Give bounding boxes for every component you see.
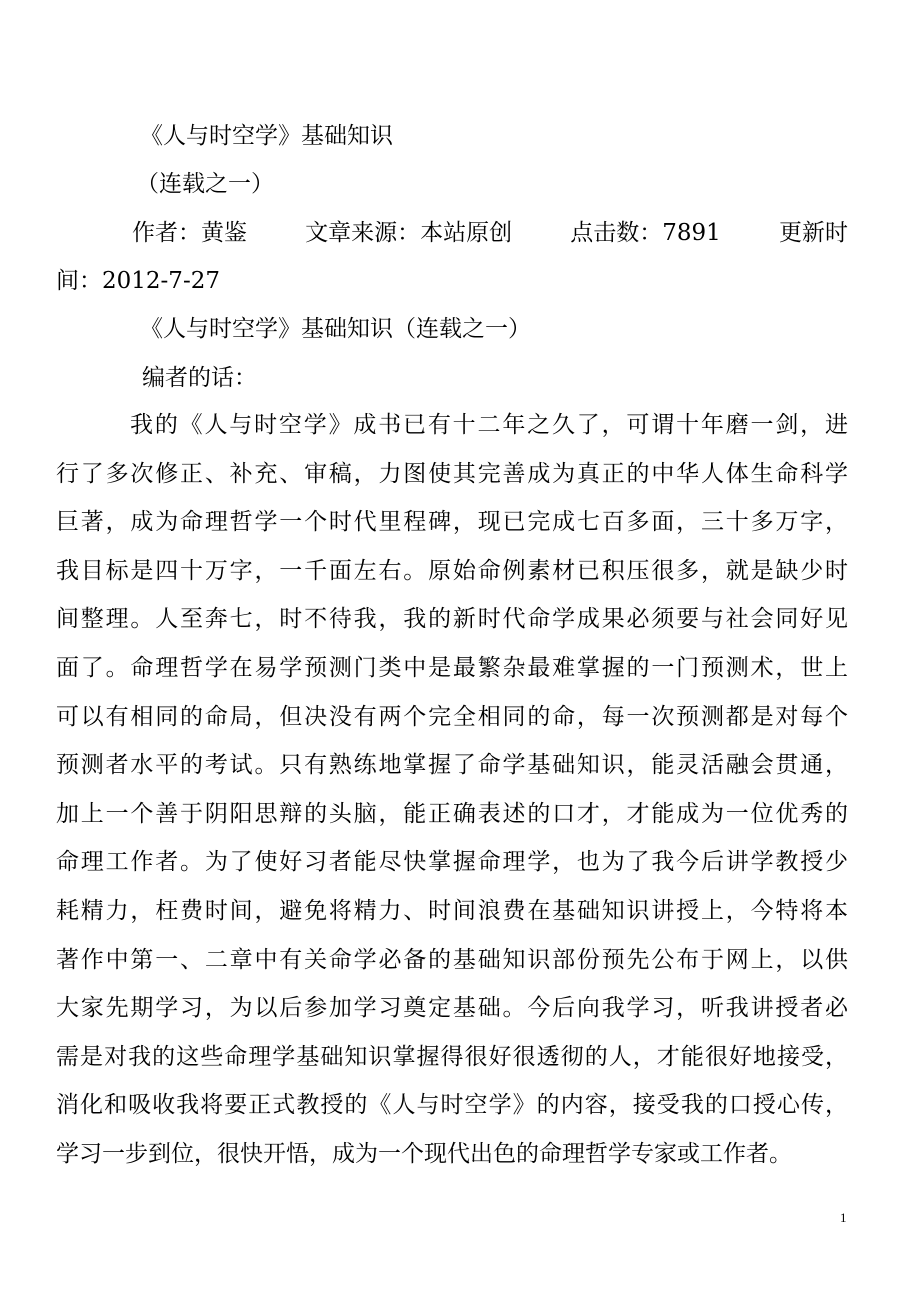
body-paragraph [56, 410, 848, 1188]
update-time-value: 间：2012-7-27 [56, 268, 220, 294]
document-title: 《人与时空学》基础知识 [140, 123, 393, 149]
article-meta [132, 218, 848, 248]
body-line: 行了多次修正、补充、审稿，力图使其完善成为真正的中华人体生命科学 [56, 460, 848, 487]
body-line: 可以有相同的命局，但决没有两个完全相同的命，每一次预测都是对每个 [56, 703, 848, 730]
body-line: 消化和吸收我将要正式教授的《人与时空学》的内容，接受我的口授心传， [56, 1092, 848, 1119]
body-line: 著作中第一、二章中有关命学必备的基础知识部份预先公布于网上，以供 [56, 946, 848, 973]
body-line: 面了。命理哲学在易学预测门类中是最繁杂最难掌握的一门预测术，世上 [56, 654, 848, 681]
click-count-text: 点击数：7891 [570, 220, 721, 246]
section-title: 《人与时空学》基础知识（连载之一） [140, 316, 531, 342]
update-time-label: 更新时 [778, 220, 848, 246]
body-line: 大家先期学习，为以后参加学习奠定基础。今后向我学习，听我讲授者必 [56, 995, 848, 1022]
body-line: 学习一步到位，很快开悟，成为一个现代出色的命理哲学专家或工作者。 [56, 1140, 792, 1167]
body-line: 我目标是四十万字，一千面左右。原始命例素材已积压很多，就是缺少时 [56, 557, 848, 584]
serial-label: （连载之一） [136, 171, 274, 197]
body-line: 我的《人与时空学》成书已有十二年之久了，可谓十年磨一剑，进 [130, 412, 848, 438]
page-number: 1 [840, 1210, 847, 1225]
body-line: 巨著，成为命理哲学一个时代里程碑，现已完成七百多面，三十多万字， [56, 509, 848, 536]
body-line: 预测者水平的考试。只有熟练地掌握了命学基础知识，能灵活融会贯通， [56, 752, 848, 779]
body-line: 耗精力，枉费时间，避免将精力、时间浪费在基础知识讲授上，今特将本 [56, 897, 848, 924]
body-line: 命理工作者。为了使好习者能尽快掌握命理学，也为了我今后讲学教授少 [56, 849, 848, 876]
body-line: 需是对我的这些命理学基础知识掌握得很好很透彻的人，才能很好地接受， [56, 1043, 848, 1070]
body-line: 加上一个善于阴阳思辩的头脑，能正确表述的口才，才能成为一位优秀的 [56, 800, 848, 827]
source-text: 文章来源：本站原创 [305, 220, 513, 246]
body-line: 间整理。人至奔七，时不待我，我的新时代命学成果必须要与社会同好见 [56, 606, 848, 633]
author-text: 作者：黄鉴 [132, 220, 247, 246]
editor-note-label: 编者的话： [142, 365, 257, 391]
